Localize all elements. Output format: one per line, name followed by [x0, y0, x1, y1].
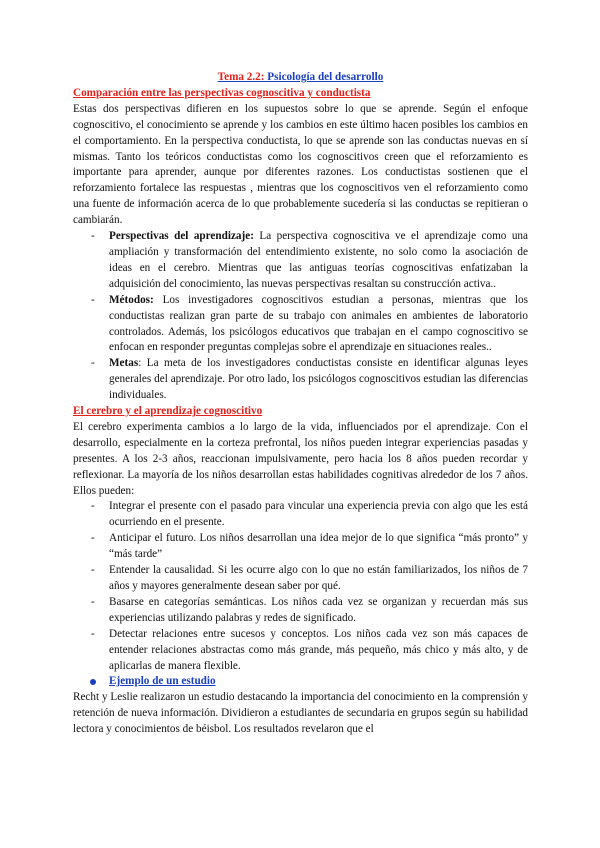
section-heading-brain: El cerebro y el aprendizaje cognoscitivo [73, 405, 263, 418]
study-bullet-item [109, 674, 528, 690]
study-bullet-list [73, 674, 528, 690]
list-item [109, 293, 528, 357]
abilities-list [73, 499, 528, 674]
list-item: - Entender la causalidad. Si les ocurre algo con lo que no están familiarizados, los niños de 7 años y mayores generalmente desean saber por qué. [109, 563, 528, 595]
list-item: - Detectar relaciones entre sucesos y conceptos. Los niños cada vez son más capaces de entender relaciones abstractas como más grande, más pequeño, más chico y más alto, y de aplicarlas de manera flexible. [109, 627, 528, 675]
section-paragraph-comparison: Estas dos perspectivas difieren en los supuestos sobre lo que se aprende. Según el enfoque cognoscitivo, el conocimiento se aprende y los cambios en este último hacen posibles los cambios en el comportamiento. En la perspectiva conductista, lo que se aprende son las conductas nuevas en sí mismas. Tanto los teóricos conductistas como los cognoscitivos creen que el reforzamiento es importante para aprender, aunque por diferentes razones. Los conductistas sostienen que el reforzamiento fortalece las respuestas , mientras que los cognoscitivos ven el reforzamiento como una fuente de información acerca de lo que probablemente sucedería si las conductas se repitieran o cambiarán. [73, 102, 528, 227]
list-item-text: Los investigadores cognoscitivos estudian a personas, mientras que los conductistas realizan gran parte de su trabajo con animales en ambientes de laboratorio controlados. Además, los psicólogos educativos que trabajan en el campo cognoscitivo se enfocan en responder preguntas complejas sobre el aprendizaje en situaciones reales.. [109, 293, 528, 354]
list-item: - Basarse en categorías semánticas. Los niños cada vez se organizan y recuerdan más sus experiencias utilizando palabras y redes de significado. [109, 595, 528, 627]
page-title [73, 70, 528, 86]
comparison-list [73, 229, 528, 404]
list-item: - Anticipar el futuro. Los niños desarrollan una idea mejor de lo que significa “más pronto” y “más tarde” [109, 531, 528, 563]
list-item-text: : La meta de los investigadores conductistas consiste en identificar algunas leyes generales del aprendizaje. Por otro lado, los psicólogos cognoscitivos estudian las diferencias individuales. [109, 357, 528, 402]
document-page [73, 70, 528, 738]
section-paragraph-study: Recht y Leslie realizaron un estudio destacando la importancia del conocimiento en la comprensión y retención de nueva información. Dividieron a estudiantes de secundaria en grupos según su habilidad lectora y conocimientos de béisbol. Los resultados revelaron que el [73, 691, 528, 736]
list-item-term: Metas [109, 357, 139, 370]
study-bullet-label: Ejemplo de un estudio [109, 675, 216, 688]
list-item-term: Métodos: [109, 293, 154, 306]
list-item-term: Perspectivas del aprendizaje: [109, 230, 254, 243]
list-item-text: La perspectiva cognoscitiva ve el aprendizaje como una ampliación y transformación del entendimiento existente, no solo como la asociación de ideas en el cerebro. Mientras que las antiguas teorías cognoscitivas enfatizaban la adquisición del conocimiento, las nuevas perspectivas resaltan su construcción activa.. [109, 230, 528, 290]
list-item [109, 229, 528, 293]
title-suffix: Psicología del desarrollo [264, 71, 384, 83]
bullet-dot-icon [90, 679, 96, 685]
title-prefix: Tema 2.2: [217, 71, 265, 83]
list-item: - Integrar el presente con el pasado para vincular una experiencia previa con algo que les está ocurriendo en el presente. [109, 499, 528, 531]
section-paragraph-brain: El cerebro experimenta cambios a lo largo de la vida, influenciados por el aprendizaje. Con el desarrollo, especialmente en la corteza prefrontal, los niños pueden integrar experiencias pasadas y presentes. A los 2-3 años, reaccionan impulsivamente, pero hacia los 8 años pueden recordar y reflexionar. La mayoría de los niños desarrollan estas habilidades cognitivas alrededor de los 7 años. Ellos pueden: [73, 420, 528, 497]
section-heading-comparison: Comparación entre las perspectivas cognoscitiva y conductista [73, 86, 371, 99]
list-item [109, 356, 528, 404]
